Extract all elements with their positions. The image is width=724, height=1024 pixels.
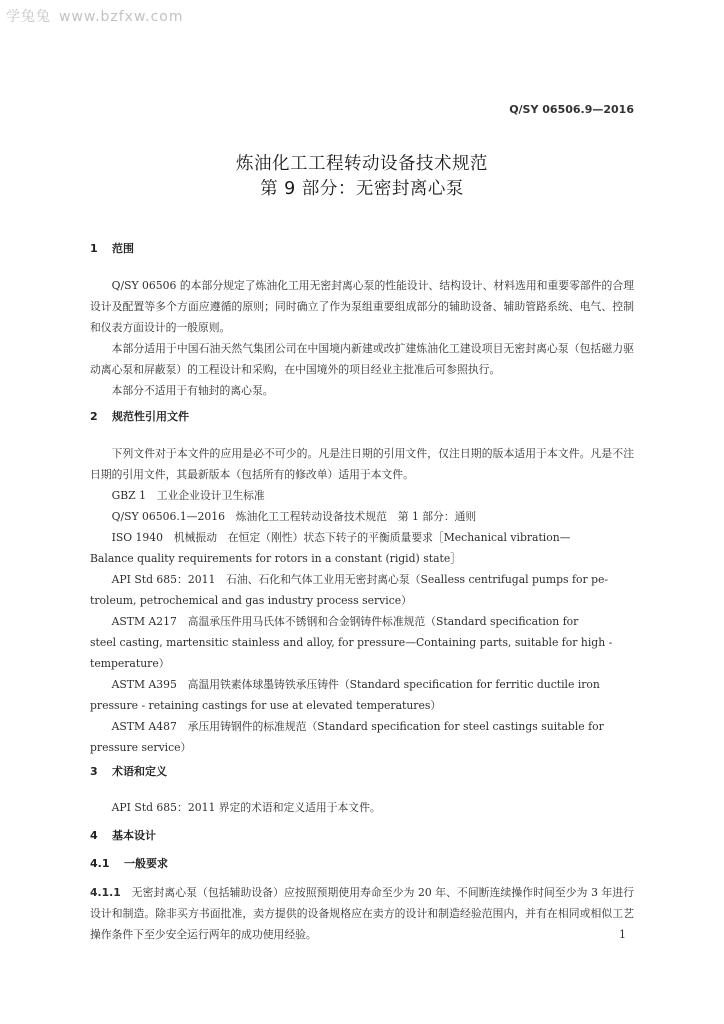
watermark-brand: 学兔兔 xyxy=(6,9,51,25)
section-title: 基本设计 xyxy=(112,829,156,842)
paragraph: 本部分不适用于有轴封的离心泵。 xyxy=(111,384,274,397)
reference-line: Balance quality requirements for rotors in a constant (rigid) state］ xyxy=(90,552,462,565)
reference-line: ASTM A487 承压用铸钢件的标准规范（Standard specification for steel castings suitable for xyxy=(111,720,604,733)
reference-line: steel casting, martensitic stainless and alloy, for pressure—Containing parts, suitable for high - xyxy=(90,636,613,649)
standard-code: Q/SY 06506.9—2016 xyxy=(509,103,634,116)
paragraph: 本部分适用于中国石油天然气集团公司在中国境内新建或改扩建炼油化工建设项目无密封离心泵（包括磁力驱动离心泵和屏蔽泵）的工程设计和采购，在中国境外的项目经业主批准后可参照执行。 xyxy=(90,342,634,376)
section-3-heading xyxy=(90,763,167,779)
section-2-heading xyxy=(90,408,189,424)
document-title: 炼油化工工程转动设备技术规范 xyxy=(236,154,488,174)
subsection-4-1-heading xyxy=(90,855,168,871)
section-title: 规范性引用文件 xyxy=(112,410,189,423)
section-number: 4 xyxy=(90,829,98,842)
watermark xyxy=(6,6,183,26)
section-4-heading xyxy=(90,827,156,843)
watermark-url: www.bzfxw.com xyxy=(59,9,184,25)
paragraph: Q/SY 06506 的本部分规定了炼油化工用无密封离心泵的性能设计、结构设计、材料选用和重要零部件的合理设计及配置等多个方面应遵循的原则；同时确立了作为泵组重要组成部分的辅助设备、辅助管路系统、电气、控制和仪表方面设计的一般原则。 xyxy=(90,279,634,334)
subsection-title: 一般要求 xyxy=(124,857,168,870)
reference-line: pressure - retaining castings for use at elevated temperatures） xyxy=(90,699,442,712)
clause-number: 4.1.1 xyxy=(90,886,121,899)
reference-line: ASTM A395 高温用铁素体球墨铸铁承压铸件（Standard specification for ferritic ductile iron xyxy=(111,678,600,691)
section-title: 范围 xyxy=(112,242,134,255)
reference-line: ASTM A217 高温承压件用马氏体不锈钢和合金钢铸件标准规范（Standard specification for xyxy=(111,615,579,628)
paragraph: 下列文件对于本文件的应用是必不可少的。凡是注日期的引用文件，仅注日期的版本适用于本文件。凡是不注日期的引用文件，其最新版本（包括所有的修改单）适用于本文件。 xyxy=(90,447,634,481)
reference-line: pressure service） xyxy=(90,741,192,754)
reference-line: temperature） xyxy=(90,657,170,670)
clause-4-1-1 xyxy=(90,882,634,945)
section-1-heading xyxy=(90,240,134,256)
section-number: 2 xyxy=(90,410,98,423)
section-number: 3 xyxy=(90,765,98,778)
document-subtitle: 第 9 部分：无密封离心泵 xyxy=(260,179,464,199)
reference-line: GBZ 1 工业企业设计卫生标准 xyxy=(111,489,265,502)
reference-line: troleum, petrochemical and gas industry process service） xyxy=(90,594,412,607)
reference-line: Q/SY 06506.1—2016 炼油化工工程转动设备技术规范 第 1 部分：通则 xyxy=(111,510,477,523)
reference-line: API Std 685：2011 石油、石化和气体工业用无密封离心泵（Sealless centrifugal pumps for pe- xyxy=(111,573,609,586)
section-number: 1 xyxy=(90,242,98,255)
reference-line: ISO 1940 机械振动 在恒定（刚性）状态下转子的平衡质量要求［Mechanical vibration— xyxy=(111,531,571,544)
clause-text: 无密封离心泵（包括辅助设备）应按照预期使用寿命至少为 20 年、不间断连续操作时间至少为 3 年进行设计和制造。除非买方书面批准，卖方提供的设备规格应在卖方的设计和制造经验范围内，并有在相同或相似工艺操作条件下至少安全运行两年的成功使用经验。 xyxy=(90,886,635,941)
paragraph: API Std 685：2011 界定的术语和定义适用于本文件。 xyxy=(111,801,381,814)
subsection-number: 4.1 xyxy=(90,857,110,870)
page-number: 1 xyxy=(619,928,626,941)
section-title: 术语和定义 xyxy=(112,765,167,778)
